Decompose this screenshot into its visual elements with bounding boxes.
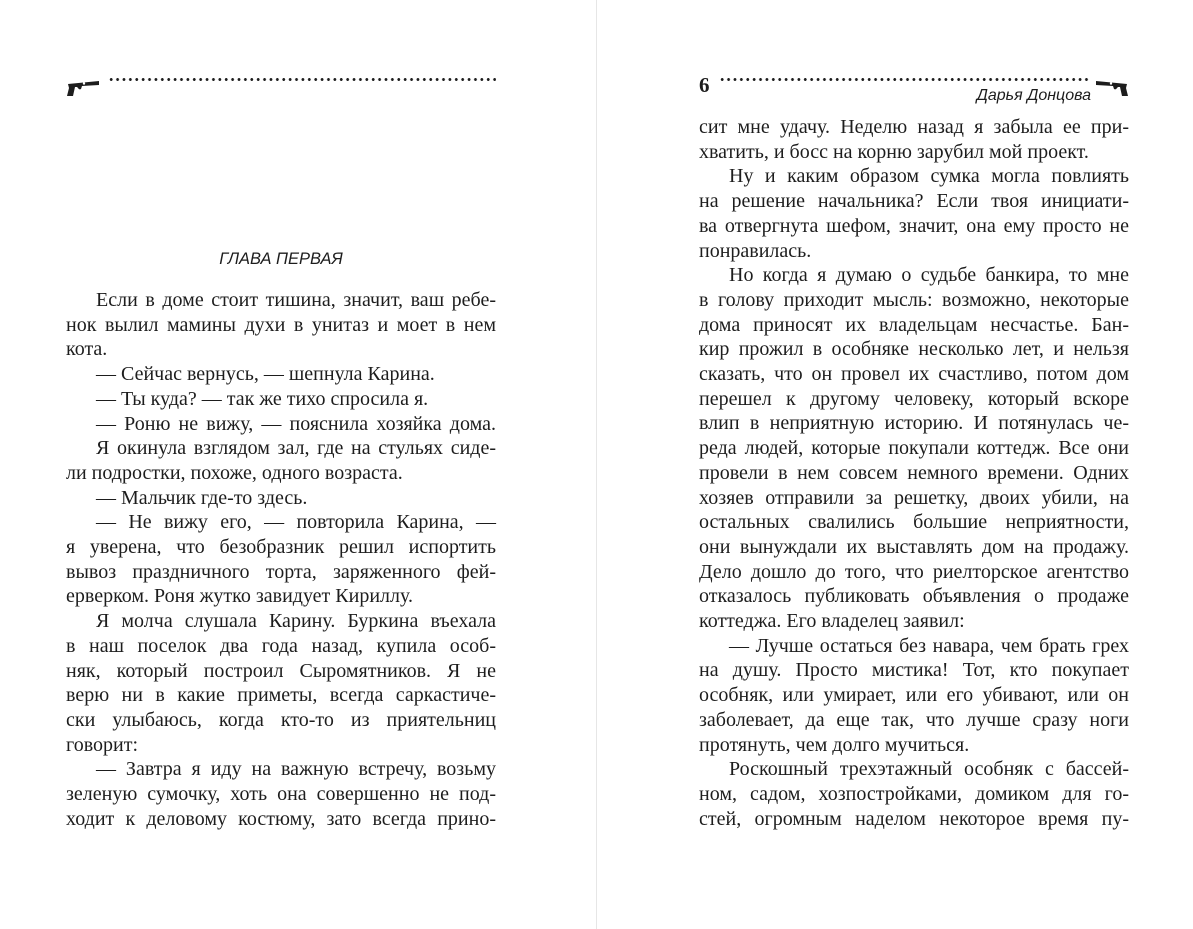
- text-line: ходит к деловому костюму, зато всегда прино-: [66, 807, 496, 830]
- text-line: отказалось публиковать объявления о продаже: [699, 585, 1129, 608]
- text-line: заболевает, да еще так, что лучше сразу ноги: [699, 708, 1129, 731]
- text-line: няк, который построил Сыромятников. Я не: [66, 659, 496, 682]
- text-line: — Ты куда? — так же тихо спросила я.: [96, 387, 429, 410]
- text-line: они вынуждали их выставлять дом на продажу.: [699, 535, 1129, 558]
- text-line: сит мне удачу. Неделю назад я забыла ее при-: [699, 116, 1129, 138]
- text-line: ном, садом, хозпостройками, домиком для го-: [699, 782, 1129, 805]
- text-line: протянуть, чем долго мучиться.: [699, 733, 970, 756]
- text-line: провели в нем совсем немного времени. Одних: [699, 461, 1129, 484]
- text-line: ли подростки, похоже, одного возраста.: [66, 461, 403, 484]
- text-line: Я окинула взглядом зал, где на стульях сиде-: [96, 437, 496, 460]
- text-line: верю ни в какие приметы, всегда саркастиче-: [66, 684, 496, 707]
- text-line: говорит:: [66, 733, 139, 756]
- text-line: особняк, или умирает, или его убивают, или он: [699, 684, 1129, 707]
- text-line: понравилась.: [699, 239, 812, 262]
- text-line: влип в неприятную историю. И потянулась че-: [699, 412, 1129, 435]
- text-line: Роскошный трехэтажный особняк с бассей-: [729, 758, 1129, 781]
- text-line: кота.: [66, 338, 108, 361]
- header-dotted-rule: [719, 78, 1091, 81]
- text-line: на решение начальника? Если твоя инициати-: [699, 190, 1129, 213]
- text-line: реда людей, которые покупали коттедж. Все они: [699, 437, 1129, 460]
- header-dotted-rule: [108, 78, 496, 81]
- text-line: на душу. Просто мистика! Тот, кто покупает: [699, 659, 1129, 682]
- text-line: коттеджа. Его владелец заявил:: [699, 610, 965, 633]
- text-line: хватить, и босс на корню зарубил мой проект.: [699, 140, 1089, 163]
- revolver-icon: [1095, 75, 1129, 97]
- text-line: ерверком. Роня жутко завидует Кириллу.: [66, 585, 414, 608]
- text-line: ва отвергнута шефом, значит, она ему просто не: [699, 214, 1129, 237]
- text-line: Дело дошло до того, что риелторское агентство: [699, 560, 1129, 583]
- text-line: ски улыбаюсь, когда кто-то из приятельниц: [66, 708, 496, 731]
- text-line: Ну и каким образом сумка могла повлиять: [729, 165, 1129, 188]
- chapter-title: ГЛАВА ПЕРВАЯ: [219, 250, 343, 268]
- text-line: стей, огромным наделом некоторое время пу-: [699, 807, 1129, 830]
- text-line: сказать, что он провел их счастливо, потом дом: [699, 363, 1129, 386]
- text-line: — Не вижу его, — повторила Карина, —: [96, 511, 496, 534]
- text-line: я уверена, что безобразник решил испортить: [66, 536, 496, 559]
- text-line: — Лучше остаться без навара, чем брать грех: [729, 634, 1129, 657]
- text-line: перешел к другому человеку, который вскоре: [699, 387, 1129, 410]
- text-line: — Завтра я иду на важную встречу, возьму: [96, 758, 496, 781]
- text-line: — Сейчас вернусь, — шепнула Карина.: [96, 363, 435, 386]
- text-line: — Мальчик где-то здесь.: [96, 486, 308, 509]
- right-text-column: [699, 115, 1129, 831]
- text-line: Если в доме стоит тишина, значит, ваш ребе-: [96, 289, 496, 311]
- text-line: дома приносят их владельцам несчастье. Бан-: [699, 313, 1129, 336]
- text-line: — Роню не вижу, — пояснила хозяйка дома.: [96, 412, 496, 435]
- left-text-column: [66, 288, 496, 831]
- page-number: 6: [699, 73, 710, 97]
- left-page-header: [66, 72, 496, 102]
- revolver-icon: [66, 75, 100, 97]
- text-line: в наш поселок два года назад, купила особ-: [66, 634, 496, 657]
- text-line: вывоз праздничного торта, заряженного фей-: [66, 560, 496, 583]
- text-line: кир прожил в особняке несколько лет, и нельзя: [699, 338, 1129, 361]
- text-line: остальных свалились большие неприятности,: [699, 511, 1129, 534]
- text-line: хозяев отправили за решетку, двоих убили, на: [699, 486, 1129, 509]
- text-line: зеленую сумочку, хоть она совершенно не под-: [66, 783, 496, 806]
- right-page-header: [699, 72, 1129, 102]
- text-line: в голову приходит мысль: возможно, некоторые: [699, 288, 1129, 311]
- right-page: [597, 0, 1193, 929]
- text-line: Но когда я думаю о судьбе банкира, то мне: [729, 264, 1129, 287]
- text-line: Я молча слушала Карину. Буркина въехала: [96, 610, 496, 633]
- running-head-author: Дарья Донцова: [976, 87, 1091, 104]
- text-line: нок вылил мамины духи в унитаз и моет в нем: [66, 313, 496, 336]
